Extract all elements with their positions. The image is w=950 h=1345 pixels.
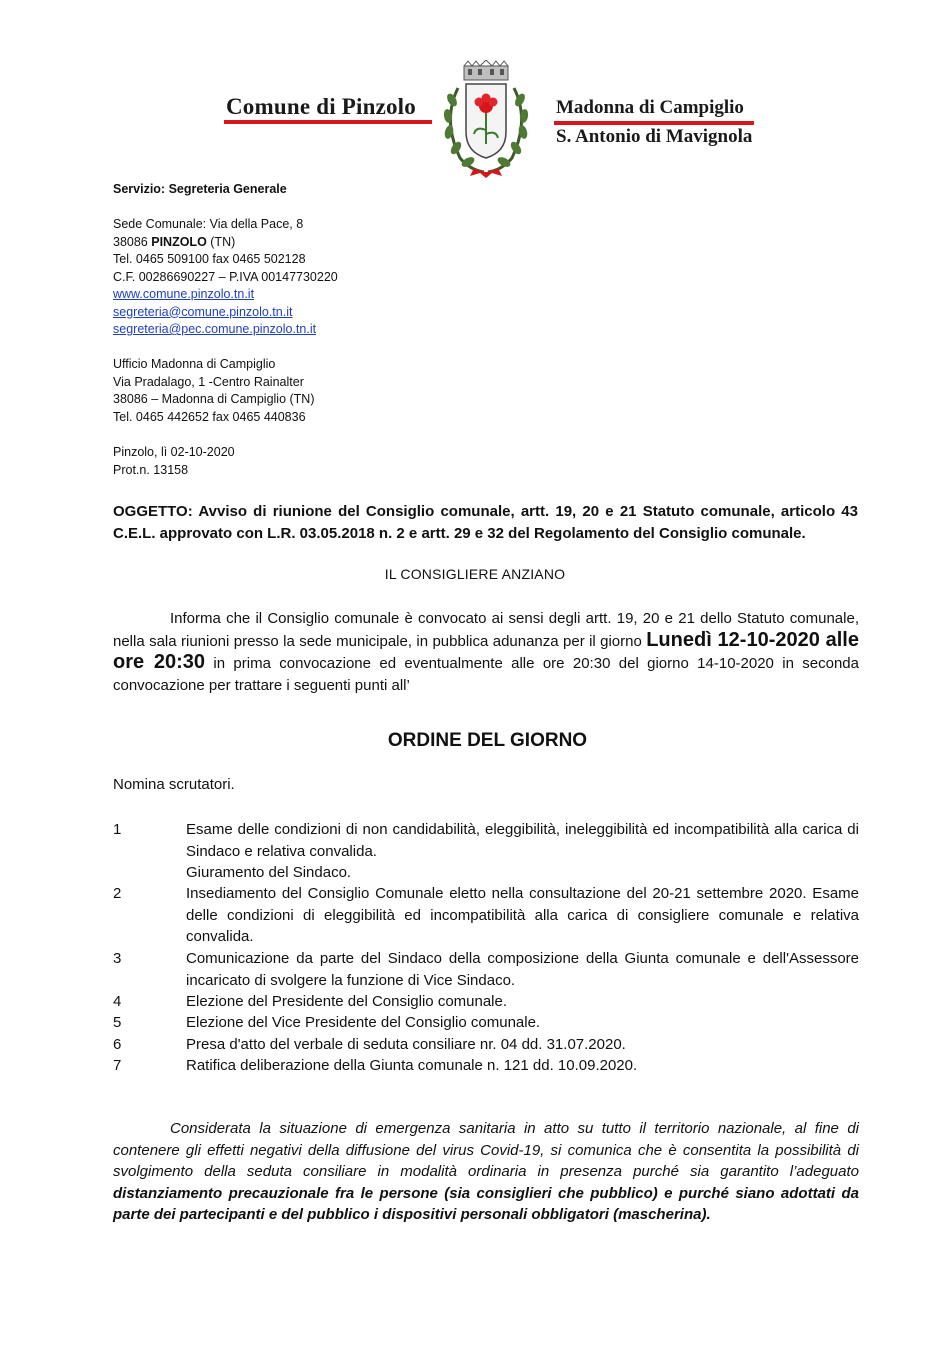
- pec-link[interactable]: segreteria@pec.comune.pinzolo.tn.it: [113, 322, 317, 336]
- agenda-item-number: 6: [113, 1036, 122, 1053]
- nomina-line: Nomina scrutatori.: [113, 776, 235, 793]
- agenda-item: [113, 819, 859, 883]
- header-red-bar-right: [554, 121, 754, 125]
- sede-block: [113, 216, 338, 339]
- agenda-item-text: Ratifica deliberazione della Giunta comunale n. 121 dd. 10.09.2020.: [186, 1057, 638, 1074]
- ufficio-city: 38086 – Madonna di Campiglio (TN): [113, 392, 315, 406]
- closing-part1: Considerata la situazione di emergenza sanitaria in atto su tutto il territorio nazionale, al fine di contenere gli effetti negativi della diffusione del virus Covid-19, si comunica che è consentita la possibilità di svolgimento della seduta consiliare in modalità ordinaria in presenza purché sia garantito l’adeguato: [113, 1120, 859, 1181]
- website-link[interactable]: www.comune.pinzolo.tn.it: [113, 287, 255, 301]
- sede-address: Sede Comunale: Via della Pace, 8: [113, 217, 304, 231]
- paragraph-date-bold: Lunedì 12-10-2020 alle ore 20:30: [113, 628, 859, 673]
- agenda-item-text: Elezione del Presidente del Consiglio comunale.: [186, 993, 508, 1010]
- agenda-item: [113, 883, 859, 947]
- agenda-item: [113, 991, 859, 1013]
- header-title-left: Comune di Pinzolo: [226, 94, 416, 119]
- date-line: Pinzolo, lì 02-10-2020: [113, 445, 235, 459]
- header-title-right-1: Madonna di Campiglio: [556, 97, 744, 118]
- closing-bold: distanziamento precauzionale fra le persone (sia consiglieri che pubblico) e purché siano adottati da parte dei partecipanti e del pubblico i dispositivi personali obbligatori (mascherina).: [113, 1184, 859, 1224]
- paragraph-part2: in prima convocazione ed eventualmente alle ore 20:30 del giorno 14-10-2020 in seconda convocazione per trattare i seguenti punti all’: [113, 655, 859, 694]
- agenda-item: [113, 948, 859, 991]
- service-label: Servizio: Segreteria Generale: [113, 182, 287, 196]
- agenda-item-text: Presa d'atto del verbale di seduta consiliare nr. 04 dd. 31.07.2020.: [186, 1036, 626, 1053]
- sede-fiscal: C.F. 00286690227 – P.IVA 00147730220: [113, 269, 338, 284]
- agenda-item-text: Esame delle condizioni di non candidabilità, eleggibilità, ineleggibilità ed incompatibilità alla carica di Sindaco e relativa convalida.: [186, 821, 859, 860]
- protocol-number: Prot.n. 13158: [113, 462, 189, 477]
- sede-prov: (TN): [206, 234, 236, 249]
- agenda-item-number: 5: [113, 1014, 122, 1031]
- email-link[interactable]: segreteria@comune.pinzolo.tn.it: [113, 304, 293, 319]
- ufficio-address: Via Pradalago, 1 -Centro Rainalter: [113, 374, 304, 389]
- agenda-item-text: Insediamento del Consiglio Comunale eletto nella consultazione del 20-21 settembre 2020. Esame delle condizioni di eleggibilità ed incompatibilità alla carica di consigliere comunale e relativa convalida.: [186, 885, 859, 945]
- agenda-item-number: 3: [113, 950, 122, 967]
- agenda-item: [113, 1012, 859, 1034]
- agenda-item-number: 4: [113, 993, 122, 1010]
- coat-of-arms-icon: [440, 60, 532, 180]
- sede-city-line: [113, 234, 338, 252]
- sede-cap: 38086: [113, 234, 152, 249]
- agenda-item-number: 1: [113, 821, 122, 838]
- agenda-item-number: 2: [113, 885, 122, 902]
- ufficio-name: Ufficio Madonna di Campiglio: [113, 357, 276, 371]
- agenda-item: [113, 1034, 859, 1056]
- agenda-item: [113, 1055, 859, 1077]
- closing-paragraph: [113, 1118, 859, 1226]
- ordine-title: ORDINE DEL GIORNO: [387, 730, 588, 751]
- paragraph-part1: Informa che il Consiglio comunale è convocato ai sensi degli artt. 19, 20 e 21 dello Statuto comunale, nella sala riunioni presso la sede municipale, in pubblica adunanza per il giorno: [113, 610, 859, 650]
- agenda-item-extra: Giuramento del Sindaco.: [186, 864, 352, 881]
- ufficio-block: [113, 356, 315, 426]
- ufficio-phone: Tel. 0465 442652 fax 0465 440836: [113, 409, 306, 424]
- date-block: [113, 444, 235, 479]
- convocation-paragraph: [113, 608, 859, 696]
- agenda-item-text: Comunicazione da parte del Sindaco della composizione della Giunta comunale e dell'Assessore incaricato di svolgere la funzione di Vice Sindaco.: [186, 950, 859, 989]
- consigliere-heading: IL CONSIGLIERE ANZIANO: [384, 566, 566, 582]
- subject: OGGETTO: Avviso di riunione del Consiglio comunale, artt. 19, 20 e 21 Statuto comunale, articolo 43 C.E.L. approvato con L.R. 03.05.2018 n. 2 e artt. 29 e 32 del Regolamento del Consiglio comunale.: [113, 503, 858, 542]
- sede-city: PINZOLO: [151, 234, 207, 249]
- sede-phone: Tel. 0465 509100 fax 0465 502128: [113, 252, 306, 266]
- agenda-item-number: 7: [113, 1057, 122, 1074]
- header-red-bar-left: [224, 120, 432, 124]
- header-title-right-2: S. Antonio di Mavignola: [556, 126, 753, 147]
- agenda-item-text: Elezione del Vice Presidente del Consiglio comunale.: [186, 1014, 541, 1031]
